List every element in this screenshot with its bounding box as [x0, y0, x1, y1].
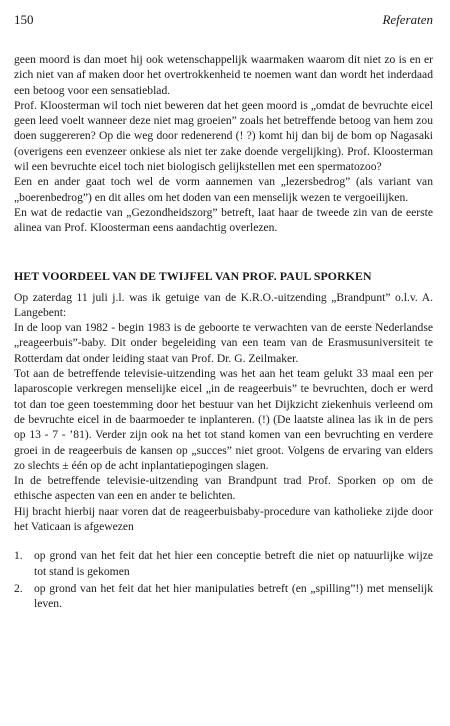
list-item-number: 2.	[14, 581, 23, 595]
paragraph: Een en ander gaat toch wel de vorm aannemen van „lezersbedrog” (als variant van „boerenbedrog”) en dit alles om het doden van een menselijk wezen te vergoeilijken.	[14, 175, 433, 204]
page-number: 150	[14, 12, 34, 27]
paragraph: In de loop van 1982 - begin 1983 is de geboorte te verwachten van de eerste Nederlandse „reageerbuis”-baby. Dit onder begeleiding van een team van de Erasmusuniversiteit te Rotterdam dat onder leiding staat van Prof. Dr. G. Zeilmaker.	[14, 321, 433, 365]
document-page	[14, 12, 433, 614]
body-text-top	[14, 52, 433, 236]
running-head: Referaten	[382, 12, 433, 27]
list-item-text: op grond van het feit dat het hier een conceptie betreft die niet op natuurlijke wijze tot stand is gekomen	[34, 549, 433, 578]
numbered-list	[14, 548, 433, 611]
section-heading: HET VOORDEEL VAN DE TWIJFEL VAN PROF. PAUL SPORKEN	[14, 268, 372, 283]
list-item-number: 1.	[14, 549, 23, 563]
paragraph: In de betreffende televisie-uitzending van Brandpunt trad Prof. Sporken op om de ethische aspecten van een en ander te belichten.	[14, 474, 433, 503]
paragraph: Hij bracht hierbij naar voren dat de reageerbuisbaby-procedure van katholieke zijde door het Vaticaan is afgewezen	[14, 504, 433, 534]
paragraph: geen moord is dan moet hij ook wetenschappelijk waarmaken waarom dit niet zo is en er zich niet van af maken door het overtrokkenheid te noemen want dan wordt het inderdaad een betoog voor een sensatieblad.	[14, 53, 433, 97]
list-item	[14, 581, 433, 612]
paragraph: Tot aan de betreffende televisie-uitzending was het aan het team gelukt 33 maal een per laparoscopie verkregen menselijke eicel „in de reageerbuis” te bevruchten, doch er werd tot dan toe geen toestemming door het bestuur van het Dijkzicht ziekenhuis verleend om de bevruchte eicel in de baarmoeder te inplanteren. (!) (De laatste alinea las ik in de pers op 13 - 7 - ’81). Verder zijn ook na het tot stand komen van een bevruchting en verdere groei in de reageerbuis de kansen op „succes” niet groot. Volgens de ervaring van elders zo slechts ± één op de acht inplantatiepogingen slagen.	[14, 367, 433, 472]
paragraph: En wat de redactie van „Gezondheidszorg” betreft, laat haar de tweede zin van de eerste alinea van Prof. Kloosterman eens aandachtig overlezen.	[14, 205, 433, 235]
list-item-text: op grond van het feit dat het hier manipulaties betreft (en „spilling”!) met menselijk leven.	[34, 581, 433, 611]
list-item	[14, 548, 433, 579]
page-header	[14, 12, 433, 30]
paragraph: Prof. Kloosterman wil toch niet beweren dat het geen moord is „omdat de bevruchte eicel geen leed voelt wanneer deze niet mag groeien” zoals het betreffende betoog van hem zou doen suggereren? Op die weg door redenerend (! ?) komt hij dan bij de bom op Nagasaki (overigens een evenzeer onkiese als niet ter zake doende vergelijking). Prof. Kloosterman wil een bevruchte eicel toch niet biologisch gelijkstellen met een spermatozoo?	[14, 98, 433, 174]
body-text-section	[14, 290, 433, 535]
paragraph: Op zaterdag 11 juli j.l. was ik getuige van de K.R.O.-uitzending „Brandpunt” o.l.v. A. Langebent:	[14, 290, 433, 319]
